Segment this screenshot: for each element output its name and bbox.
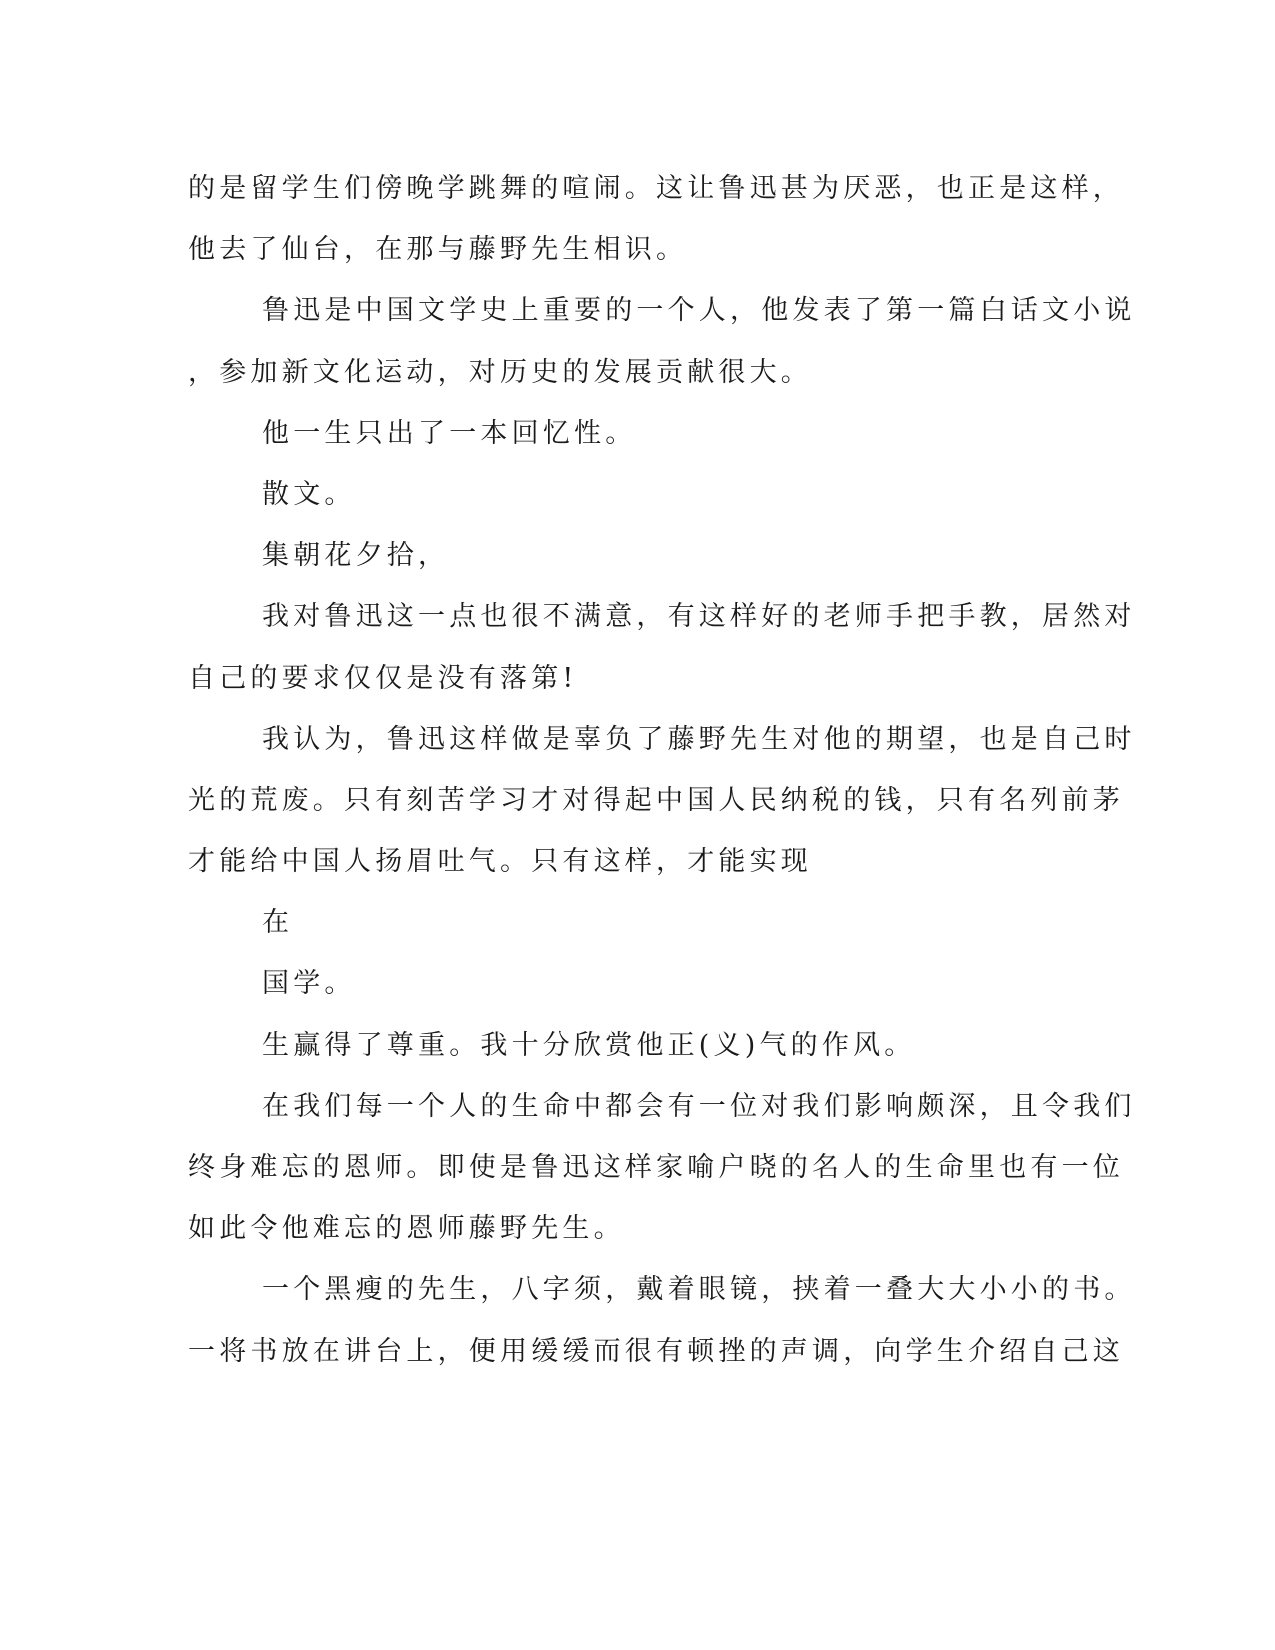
text-line: 生赢得了尊重。我十分欣赏他正(义)气的作风。 xyxy=(262,1029,916,1061)
text-line: 在我们每一个人的生命中都会有一位对我们影响颇深，且令我们 xyxy=(262,1090,1136,1122)
text-line: ，参加新文化运动，对历史的发展贡献很大。 xyxy=(188,356,812,388)
text-line: 的是留学生们傍晚学跳舞的喧闹。这让鲁迅甚为厌恶，也正是这样， xyxy=(188,173,1124,204)
text-line: 集朝花夕拾， xyxy=(262,540,450,572)
text-line: 一将书放在讲台上，便用缓缓而很有顿挫的声调，向学生介绍自己这 xyxy=(188,1335,1124,1367)
text-line: 他一生只出了一本回忆性。 xyxy=(262,417,637,449)
text-line: 我认为，鲁迅这样做是辜负了藤野先生对他的期望，也是自己时 xyxy=(262,723,1136,755)
text-line: 自己的要求仅仅是没有落第! xyxy=(188,662,578,694)
text-line: 一个黑瘦的先生，八字须，戴着眼镜，挟着一叠大大小小的书。 xyxy=(262,1274,1136,1306)
text-line: 散文。 xyxy=(262,478,356,510)
text-line: 终身难忘的恩师。即使是鲁迅这样家喻户晓的名人的生命里也有一位 xyxy=(188,1152,1124,1183)
text-line: 国学。 xyxy=(262,968,356,1000)
text-line: 鲁迅是中国文学史上重要的一个人，他发表了第一篇白话文小说 xyxy=(262,295,1136,327)
text-line: 光的荒废。只有刻苦学习才对得起中国人民纳税的钱，只有名列前茅 xyxy=(188,784,1124,816)
text-line: 我对鲁迅这一点也很不满意，有这样好的老师手把手教，居然对 xyxy=(262,601,1136,633)
text-line: 如此令他难忘的恩师藤野先生。 xyxy=(188,1213,625,1245)
text-line: 他去了仙台，在那与藤野先生相识。 xyxy=(188,234,688,266)
text-line: 在 xyxy=(262,907,294,939)
text-line: 才能给中国人扬眉吐气。只有这样，才能实现 xyxy=(188,846,812,878)
body-text xyxy=(188,158,1136,1382)
